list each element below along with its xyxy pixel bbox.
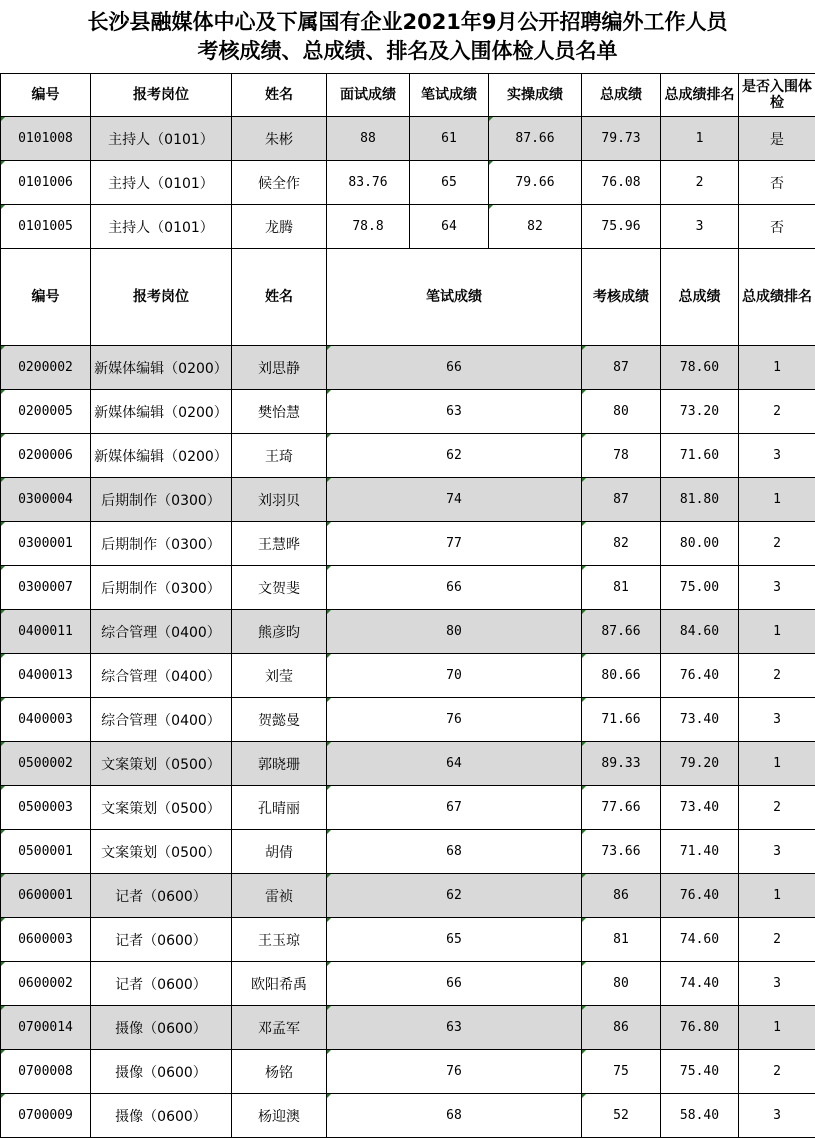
table-cell: 刘思静 [232, 346, 327, 390]
table-cell: 64 [410, 205, 489, 249]
table-cell: 记者（0600） [91, 874, 232, 918]
table-cell: 74 [327, 478, 582, 522]
table-cell: 0400013 [1, 654, 91, 698]
table-cell: 0500003 [1, 786, 91, 830]
table-cell: 52 [582, 1094, 661, 1138]
table-row [1, 786, 815, 830]
table-cell: 78 [582, 434, 661, 478]
table-row [1, 610, 815, 654]
table-cell: 68 [327, 1094, 582, 1138]
table-cell: 0700009 [1, 1094, 91, 1138]
table-cell: 3 [739, 1094, 815, 1138]
table-cell: 73.40 [661, 786, 739, 830]
table-cell: 3 [739, 830, 815, 874]
table-cell: 后期制作（0300） [91, 478, 232, 522]
table-cell: 新媒体编辑（0200） [91, 346, 232, 390]
table-cell: 79.73 [582, 117, 661, 161]
table-cell: 65 [327, 918, 582, 962]
table-row [1, 1094, 815, 1138]
table-cell: 记者（0600） [91, 918, 232, 962]
results-table [0, 73, 815, 1138]
table-row [1, 918, 815, 962]
table-cell: 71.40 [661, 830, 739, 874]
table-cell: 3 [661, 205, 739, 249]
table-cell: 候全作 [232, 161, 327, 205]
table-cell: 3 [739, 962, 815, 1006]
table-row [1, 742, 815, 786]
table-cell: 61 [410, 117, 489, 161]
table-cell: 71.60 [661, 434, 739, 478]
table-cell: 74.60 [661, 918, 739, 962]
table-row [1, 346, 815, 390]
table-cell: 71.66 [582, 698, 661, 742]
table-cell: 1 [739, 1006, 815, 1050]
table-cell: 80 [582, 962, 661, 1006]
header-cell: 总成绩排名 [661, 74, 739, 117]
table-cell: 80.66 [582, 654, 661, 698]
table-row [1, 478, 815, 522]
table-cell: 1 [739, 742, 815, 786]
table-cell: 76.40 [661, 654, 739, 698]
table-cell: 75.96 [582, 205, 661, 249]
table-cell: 0700014 [1, 1006, 91, 1050]
table-cell: 主持人（0101） [91, 117, 232, 161]
table-cell: 73.20 [661, 390, 739, 434]
table-cell: 76 [327, 698, 582, 742]
table-cell: 81 [582, 566, 661, 610]
table-cell: 63 [327, 390, 582, 434]
title-line-2: 考核成绩、总成绩、排名及入围体检人员名单 [0, 38, 815, 65]
table-cell: 0101005 [1, 205, 91, 249]
header-cell: 报考岗位 [91, 249, 232, 346]
table-cell: 3 [739, 698, 815, 742]
table-cell: 熊彦昀 [232, 610, 327, 654]
table-row [1, 698, 815, 742]
table-row [1, 654, 815, 698]
table-cell: 80.00 [661, 522, 739, 566]
table-cell: 89.33 [582, 742, 661, 786]
table-cell: 0200006 [1, 434, 91, 478]
table-cell: 76.80 [661, 1006, 739, 1050]
table-cell: 62 [327, 874, 582, 918]
table-cell: 0200002 [1, 346, 91, 390]
table-cell: 66 [327, 566, 582, 610]
document-title [0, 0, 815, 73]
table-cell: 66 [327, 346, 582, 390]
table-cell: 摄像（0600） [91, 1094, 232, 1138]
header-cell: 笔试成绩 [327, 249, 582, 346]
table-cell: 68 [327, 830, 582, 874]
table-row [1, 962, 815, 1006]
table-cell: 0500002 [1, 742, 91, 786]
table-cell: 樊怡慧 [232, 390, 327, 434]
table-cell: 郭晓珊 [232, 742, 327, 786]
table-cell: 刘羽贝 [232, 478, 327, 522]
table-cell: 2 [739, 918, 815, 962]
table-cell: 2 [739, 390, 815, 434]
table-cell: 记者（0600） [91, 962, 232, 1006]
table-cell: 87 [582, 478, 661, 522]
table-cell: 1 [739, 874, 815, 918]
table-cell: 80 [327, 610, 582, 654]
table-cell: 2 [661, 161, 739, 205]
table-cell: 86 [582, 874, 661, 918]
table-cell: 0400011 [1, 610, 91, 654]
table-cell: 0200005 [1, 390, 91, 434]
table-cell: 0600002 [1, 962, 91, 1006]
table-cell: 80 [582, 390, 661, 434]
table-cell: 79.66 [489, 161, 582, 205]
table-cell: 76.40 [661, 874, 739, 918]
header-cell: 编号 [1, 74, 91, 117]
table-cell: 新媒体编辑（0200） [91, 434, 232, 478]
table-cell: 邓孟军 [232, 1006, 327, 1050]
table-row [1, 434, 815, 478]
table-row [1, 1006, 815, 1050]
table-cell: 后期制作（0300） [91, 566, 232, 610]
table-cell: 0600003 [1, 918, 91, 962]
table-cell: 1 [739, 346, 815, 390]
table-cell: 朱彬 [232, 117, 327, 161]
table-cell: 摄像（0600） [91, 1050, 232, 1094]
table-cell: 是 [739, 117, 815, 161]
table-cell: 63 [327, 1006, 582, 1050]
header-cell: 笔试成绩 [410, 74, 489, 117]
table-cell: 76 [327, 1050, 582, 1094]
table-row [1, 390, 815, 434]
table-cell: 70 [327, 654, 582, 698]
header-cell: 总成绩排名 [739, 249, 815, 346]
table-cell: 65 [410, 161, 489, 205]
table-cell: 82 [582, 522, 661, 566]
table-cell: 2 [739, 1050, 815, 1094]
table-cell: 3 [739, 566, 815, 610]
table-cell: 综合管理（0400） [91, 610, 232, 654]
table-cell: 75 [582, 1050, 661, 1094]
table-row [1, 117, 815, 161]
table-cell: 0400003 [1, 698, 91, 742]
table-cell: 78.8 [327, 205, 410, 249]
table-cell: 文案策划（0500） [91, 786, 232, 830]
table-cell: 58.40 [661, 1094, 739, 1138]
header-cell: 考核成绩 [582, 249, 661, 346]
table-cell: 87 [582, 346, 661, 390]
table-cell: 0500001 [1, 830, 91, 874]
table-cell: 0101008 [1, 117, 91, 161]
title-line-1: 长沙县融媒体中心及下属国有企业2021年9月公开招聘编外工作人员 [0, 9, 815, 36]
table-row [1, 830, 815, 874]
header-row-2 [1, 249, 815, 346]
table-cell: 82 [489, 205, 582, 249]
table-cell: 3 [739, 434, 815, 478]
table-cell: 81.80 [661, 478, 739, 522]
table-cell: 75.40 [661, 1050, 739, 1094]
table-cell: 87.66 [582, 610, 661, 654]
table-cell: 83.76 [327, 161, 410, 205]
header-cell: 实操成绩 [489, 74, 582, 117]
table-cell: 88 [327, 117, 410, 161]
table-cell: 雷祯 [232, 874, 327, 918]
table-row [1, 205, 815, 249]
table-cell: 孔晴丽 [232, 786, 327, 830]
table-cell: 62 [327, 434, 582, 478]
table-cell: 后期制作（0300） [91, 522, 232, 566]
table-cell: 0300004 [1, 478, 91, 522]
table-cell: 龙腾 [232, 205, 327, 249]
table-cell: 主持人（0101） [91, 161, 232, 205]
table-cell: 87.66 [489, 117, 582, 161]
table-cell: 刘莹 [232, 654, 327, 698]
header-cell: 总成绩 [661, 249, 739, 346]
table-cell: 77.66 [582, 786, 661, 830]
table-cell: 综合管理（0400） [91, 698, 232, 742]
table-cell: 84.60 [661, 610, 739, 654]
table-cell: 64 [327, 742, 582, 786]
table-cell: 1 [739, 478, 815, 522]
header-cell: 姓名 [232, 74, 327, 117]
table-cell: 2 [739, 522, 815, 566]
table-cell: 1 [739, 610, 815, 654]
table-cell: 81 [582, 918, 661, 962]
table-cell: 新媒体编辑（0200） [91, 390, 232, 434]
table-cell: 杨铭 [232, 1050, 327, 1094]
table-cell: 贺懿曼 [232, 698, 327, 742]
table-cell: 杨迎澳 [232, 1094, 327, 1138]
header-cell: 总成绩 [582, 74, 661, 117]
table-cell: 86 [582, 1006, 661, 1050]
table-row [1, 161, 815, 205]
table-cell: 0300007 [1, 566, 91, 610]
table-cell: 文贺斐 [232, 566, 327, 610]
table-row [1, 522, 815, 566]
table-cell: 摄像（0600） [91, 1006, 232, 1050]
table-cell: 73.40 [661, 698, 739, 742]
header-cell: 报考岗位 [91, 74, 232, 117]
table-cell: 73.66 [582, 830, 661, 874]
table-cell: 综合管理（0400） [91, 654, 232, 698]
table-cell: 66 [327, 962, 582, 1006]
table-cell: 欧阳希禹 [232, 962, 327, 1006]
table-cell: 主持人（0101） [91, 205, 232, 249]
table-cell: 1 [661, 117, 739, 161]
table-cell: 否 [739, 161, 815, 205]
table-cell: 0101006 [1, 161, 91, 205]
header-cell: 编号 [1, 249, 91, 346]
table-cell: 79.20 [661, 742, 739, 786]
table-cell: 王玉琼 [232, 918, 327, 962]
table-cell: 0600001 [1, 874, 91, 918]
table-row [1, 874, 815, 918]
table-cell: 2 [739, 786, 815, 830]
table-cell: 78.60 [661, 346, 739, 390]
header-cell: 面试成绩 [327, 74, 410, 117]
table-cell: 77 [327, 522, 582, 566]
table-cell: 文案策划（0500） [91, 742, 232, 786]
table-cell: 67 [327, 786, 582, 830]
header-cell: 姓名 [232, 249, 327, 346]
table-cell: 74.40 [661, 962, 739, 1006]
table-cell: 胡倩 [232, 830, 327, 874]
table-row [1, 1050, 815, 1094]
table-cell: 0300001 [1, 522, 91, 566]
table-cell: 0700008 [1, 1050, 91, 1094]
table-cell: 文案策划（0500） [91, 830, 232, 874]
table-cell: 王慧晔 [232, 522, 327, 566]
table-cell: 王琦 [232, 434, 327, 478]
table-cell: 2 [739, 654, 815, 698]
header-row-1 [1, 74, 815, 117]
table-row [1, 566, 815, 610]
table-cell: 否 [739, 205, 815, 249]
table-cell: 75.00 [661, 566, 739, 610]
header-cell: 是否入围体检 [739, 74, 815, 117]
table-cell: 76.08 [582, 161, 661, 205]
